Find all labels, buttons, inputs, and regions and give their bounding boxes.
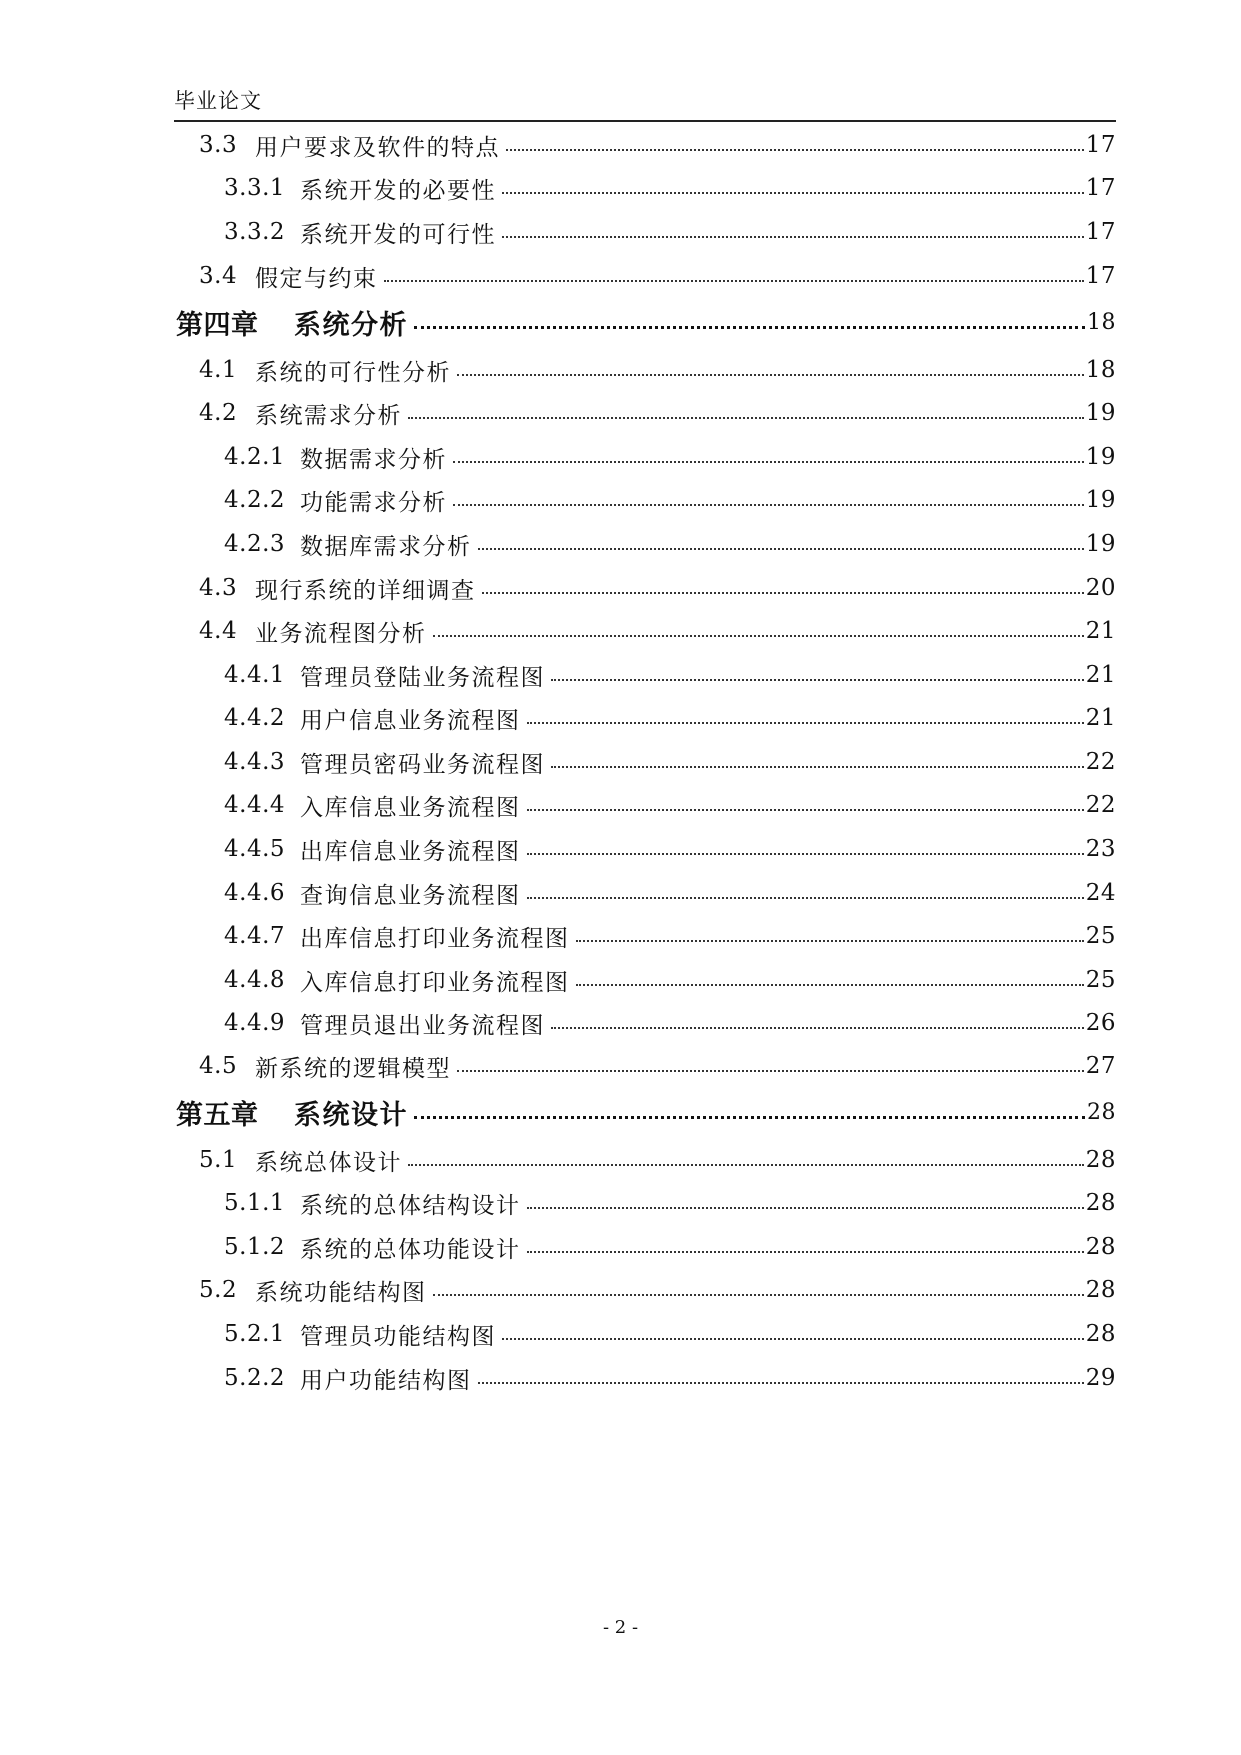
toc-entry-page: 28	[1085, 1277, 1116, 1303]
toc-entry-number: 4.4.2	[224, 705, 286, 731]
toc-entry-page: 17	[1085, 263, 1116, 289]
toc-dot-leader	[414, 326, 1085, 329]
toc-entry-page: 23	[1085, 836, 1116, 862]
toc-entry-page: 17	[1085, 219, 1116, 245]
toc-entry-title: 用户要求及软件的特点	[255, 134, 500, 161]
toc-entry-title: 系统的总体结构设计	[300, 1192, 521, 1219]
toc-entry-page: 25	[1085, 923, 1116, 949]
toc-dot-leader	[551, 679, 1084, 681]
toc-entry-number: 3.3	[199, 132, 238, 158]
toc-entry-number: 4.4.3	[224, 749, 286, 775]
toc-dot-leader	[457, 374, 1084, 376]
toc-entry-title: 管理员退出业务流程图	[300, 1012, 545, 1039]
toc-entry	[224, 829, 1116, 869]
toc-entry-number: 4.4.9	[224, 1010, 286, 1036]
toc-entry-page: 28	[1085, 1190, 1116, 1216]
toc-entry-title: 系统开发的必要性	[300, 177, 496, 204]
toc-dot-leader	[527, 809, 1084, 811]
toc-entry-title: 数据库需求分析	[300, 533, 472, 560]
toc-entry	[199, 125, 1116, 165]
toc-entry-number: 4.2.2	[224, 487, 286, 513]
toc-entry-number: 3.3.1	[224, 175, 286, 201]
toc-entry-number: 5.2	[199, 1277, 238, 1303]
toc-entry-title: 出库信息业务流程图	[300, 838, 521, 865]
toc-entry-number: 4.5	[199, 1053, 238, 1079]
toc-dot-leader	[408, 417, 1084, 419]
toc-entry-number: 4.2.1	[224, 444, 286, 470]
toc-entry	[224, 524, 1116, 564]
toc-entry-number: 5.1.1	[224, 1190, 286, 1216]
toc-entry-title: 系统的可行性分析	[255, 359, 451, 386]
toc-entry	[224, 1227, 1116, 1267]
toc-entry	[199, 393, 1116, 433]
toc-dot-leader	[384, 280, 1084, 282]
toc-entry	[199, 1270, 1116, 1310]
toc-entry	[224, 916, 1116, 956]
toc-entry-title: 新系统的逻辑模型	[255, 1055, 451, 1082]
toc-dot-leader	[551, 766, 1084, 768]
toc-entry-title: 出库信息打印业务流程图	[300, 925, 570, 952]
toc-entry	[224, 655, 1116, 695]
toc-dot-leader	[527, 722, 1084, 724]
toc-entry-page: 27	[1085, 1053, 1116, 1079]
toc-entry-number: 3.4	[199, 263, 238, 289]
toc-entry-title: 假定与约束	[255, 265, 378, 292]
toc-entry-page: 20	[1085, 575, 1116, 601]
toc-entry	[224, 698, 1116, 738]
toc-entry-title: 入库信息打印业务流程图	[300, 969, 570, 996]
toc-entry-number: 5.1.2	[224, 1234, 286, 1260]
toc-entry-number: 4.2.3	[224, 531, 286, 557]
toc-dot-leader	[433, 1294, 1084, 1296]
toc-entry-number: 4.3	[199, 575, 238, 601]
toc-dot-leader	[478, 1382, 1084, 1384]
toc-entry-number: 4.4	[199, 618, 238, 644]
toc-dot-leader	[502, 192, 1084, 194]
toc-entry-page: 18	[1085, 357, 1116, 383]
toc-entry	[224, 168, 1116, 208]
toc-entry-number: 5.2.2	[224, 1365, 286, 1391]
toc-entry-page: 26	[1085, 1010, 1116, 1036]
toc-entry	[224, 1358, 1116, 1398]
toc-entry-title: 查询信息业务流程图	[300, 882, 521, 909]
toc-entry-page: 24	[1085, 880, 1116, 906]
toc-entry-number: 4.4.5	[224, 836, 286, 862]
toc-entry	[224, 742, 1116, 782]
toc-entry-title: 系统功能结构图	[255, 1279, 427, 1306]
toc-entry-title: 系统的总体功能设计	[300, 1236, 521, 1263]
toc-entry-page: 19	[1085, 400, 1116, 426]
toc-entry	[224, 960, 1116, 1000]
toc-dot-leader	[408, 1164, 1084, 1166]
toc-entry-page: 22	[1085, 749, 1116, 775]
toc-dot-leader	[527, 1207, 1084, 1209]
toc-entry-number: 4.2	[199, 400, 238, 426]
toc-entry	[199, 611, 1116, 651]
toc-entry-page: 28	[1085, 1234, 1116, 1260]
toc-dot-leader	[502, 1338, 1084, 1340]
toc-entry	[199, 1140, 1116, 1180]
toc-entry-number: 第四章	[176, 309, 259, 341]
toc-entry-title: 用户功能结构图	[300, 1367, 472, 1394]
toc-entry-number: 4.4.4	[224, 792, 286, 818]
toc-dot-leader	[551, 1027, 1084, 1029]
toc-entry-title: 功能需求分析	[300, 489, 447, 516]
toc-dot-leader	[453, 504, 1084, 506]
page-number: - 2 -	[602, 1617, 639, 1638]
toc-entry-title: 系统设计	[294, 1099, 408, 1131]
toc-entry-page: 18	[1087, 309, 1116, 335]
toc-entry-title: 业务流程图分析	[255, 620, 427, 647]
toc-entry-title: 现行系统的详细调查	[255, 577, 476, 604]
toc-entry-number: 5.1	[199, 1147, 238, 1173]
toc-entry-number: 4.4.8	[224, 967, 286, 993]
toc-entry	[224, 1314, 1116, 1354]
toc-entry-page: 19	[1085, 444, 1116, 470]
toc-entry-page: 25	[1085, 967, 1116, 993]
toc-dot-leader	[502, 236, 1084, 238]
toc-dot-leader	[527, 897, 1084, 899]
toc-entry-number: 4.1	[199, 357, 238, 383]
toc-dot-leader	[433, 635, 1084, 637]
toc-entry-title: 入库信息业务流程图	[300, 794, 521, 821]
header-title: 毕业论文	[174, 89, 262, 113]
toc-entry-title: 系统开发的可行性	[300, 221, 496, 248]
toc-dot-leader	[576, 984, 1084, 986]
toc-dot-leader	[414, 1116, 1085, 1119]
toc-entry-page: 21	[1085, 662, 1116, 688]
toc-entry-title: 数据需求分析	[300, 446, 447, 473]
toc-entry	[224, 785, 1116, 825]
toc-dot-leader	[506, 149, 1084, 151]
toc-entry-page: 19	[1085, 487, 1116, 513]
toc-entry	[199, 568, 1116, 608]
toc-entry	[224, 437, 1116, 477]
toc-entry-title: 管理员功能结构图	[300, 1323, 496, 1350]
toc-entry-page: 21	[1085, 618, 1116, 644]
toc-entry-page: 17	[1085, 132, 1116, 158]
toc-entry-title: 管理员登陆业务流程图	[300, 664, 545, 691]
toc-entry-title: 管理员密码业务流程图	[300, 751, 545, 778]
toc-dot-leader	[478, 548, 1084, 550]
toc-entry-page: 22	[1085, 792, 1116, 818]
toc-entry-number: 4.4.7	[224, 923, 286, 949]
toc-entry-number: 4.4.6	[224, 880, 286, 906]
toc-dot-leader	[457, 1070, 1084, 1072]
toc-entry-page: 17	[1085, 175, 1116, 201]
toc-entry-title: 系统总体设计	[255, 1149, 402, 1176]
toc-chapter-entry	[176, 302, 1116, 342]
toc-entry	[224, 480, 1116, 520]
toc-entry-title: 系统分析	[294, 309, 408, 341]
toc-chapter-entry	[176, 1092, 1116, 1132]
toc-entry-page: 28	[1087, 1099, 1116, 1125]
toc-dot-leader	[527, 853, 1084, 855]
toc-entry-number: 4.4.1	[224, 662, 286, 688]
toc-entry	[224, 873, 1116, 913]
toc-entry	[224, 1183, 1116, 1223]
toc-dot-leader	[482, 592, 1084, 594]
toc-entry-title: 系统需求分析	[255, 402, 402, 429]
toc-entry	[199, 350, 1116, 390]
toc-dot-leader	[453, 461, 1084, 463]
toc-entry-page: 21	[1085, 705, 1116, 731]
toc-entry-page: 28	[1085, 1147, 1116, 1173]
toc-entry-page: 28	[1085, 1321, 1116, 1347]
toc-entry	[199, 256, 1116, 296]
toc-entry-number: 3.3.2	[224, 219, 286, 245]
toc-dot-leader	[527, 1251, 1084, 1253]
toc-dot-leader	[576, 940, 1084, 942]
toc-entry-number: 5.2.1	[224, 1321, 286, 1347]
toc-entry-number: 第五章	[176, 1099, 259, 1131]
toc-entry-title: 用户信息业务流程图	[300, 707, 521, 734]
toc-entry-page: 29	[1085, 1365, 1116, 1391]
toc-entry-page: 19	[1085, 531, 1116, 557]
toc-entry	[224, 212, 1116, 252]
toc-entry	[199, 1046, 1116, 1086]
toc-entry	[224, 1003, 1116, 1043]
